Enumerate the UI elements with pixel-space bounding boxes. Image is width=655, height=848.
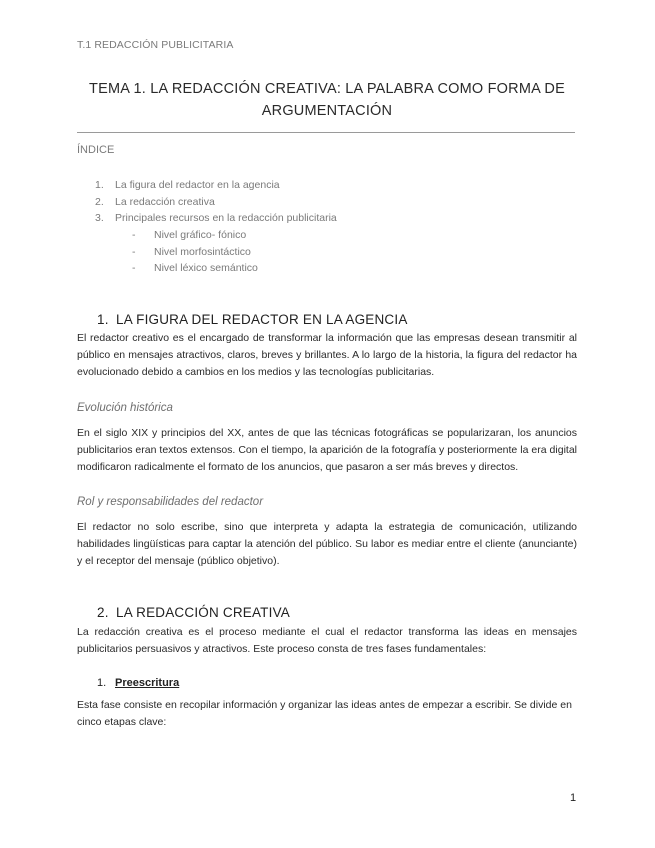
toc-subitem-label: Nivel gráfico- fónico <box>154 229 247 241</box>
phase-1-text: Esta fase consiste en recopilar información y organizar las ideas antes de empezar a escribir. Se divide en cinco etapas clave: <box>77 699 572 728</box>
table-of-contents <box>95 177 337 227</box>
section-2-title: LA REDACCIÓN CREATIVA <box>116 605 290 620</box>
section-1-heading <box>97 312 408 327</box>
toc-subitem-label: Nivel léxico semántico <box>154 262 258 274</box>
phase-1-number: 1. <box>97 677 107 689</box>
subsection-role-text: El redactor no solo escribe, sino que interpreta y adapta la estrategia de comunicación, utilizando habilidades lingüísticas para captar la atención del público. Su labor es mediar entre el cliente (anunciante) y el receptor del mensaje (público objetivo). <box>77 521 577 567</box>
title-divider <box>77 132 575 133</box>
toc-subitem-label: Nivel morfosintáctico <box>154 245 251 258</box>
section-2-heading <box>97 605 290 620</box>
document-title-line-1: TEMA 1. LA REDACCIÓN CREATIVA: LA PALABRA COMO FORMA DE <box>89 81 565 97</box>
page-number: 1 <box>570 792 577 804</box>
phase-1-title: Preescritura <box>115 677 180 689</box>
index-label: ÍNDICE <box>77 144 115 156</box>
document-title-line-2: ARGUMENTACIÓN <box>261 103 393 119</box>
toc-item-number: 3. <box>95 212 104 224</box>
section-2-intro: La redacción creativa es el proceso mediante el cual el redactor transforma las ideas en mensajes publicitarios persuasivos y atractivos. Este proceso consta de tres fases fundamentales: <box>77 626 577 655</box>
toc-subitem-dash: - <box>132 245 136 258</box>
subsection-evolution-text: En el siglo XIX y principios del XX, antes de que las técnicas fotográficas se popularizaran, los anuncios publicitarios eran textos extensos. Con el tiempo, la aparición de la fotografía y posteriormente la era digital modificaron radicalmente el formato de los anuncios, que pasaron a ser más breves y directos. <box>77 427 577 473</box>
section-1-number: 1. <box>97 312 109 327</box>
document-title <box>77 78 577 122</box>
toc-item <box>95 210 337 227</box>
toc-subitem <box>132 260 258 277</box>
subsection-role-heading: Rol y responsabilidades del redactor <box>77 496 264 508</box>
toc-item-number: 2. <box>95 195 104 208</box>
toc-subitem-dash: - <box>132 262 136 274</box>
toc-item-label: La figura del redactor en la agencia <box>115 179 280 191</box>
toc-item <box>95 177 337 194</box>
toc-item <box>95 194 337 211</box>
section-1-intro: El redactor creativo es el encargado de transformar la información que las empresas desean transmitir al público en mensajes atractivos, claros, breves y brillantes. A lo largo de la historia, la figura del redactor ha evolucionado debido a cambios en los medios y las tecnologías publicitarias. <box>77 332 577 378</box>
toc-item-label: Principales recursos en la redacción publicitaria <box>115 212 337 224</box>
toc-subitem-dash: - <box>132 229 136 241</box>
running-header: T.1 REDACCIÓN PUBLICITARIA <box>77 39 234 51</box>
toc-subitem <box>132 227 258 244</box>
section-1-title: LA FIGURA DEL REDACTOR EN LA AGENCIA <box>116 312 408 327</box>
subsection-evolution-heading: Evolución histórica <box>77 402 173 414</box>
toc-item-label: La redacción creativa <box>115 195 215 208</box>
phase-1-heading <box>97 677 179 689</box>
section-2-number: 2. <box>97 605 109 620</box>
toc-subitem <box>132 244 258 261</box>
table-of-contents-subitems <box>132 227 258 277</box>
toc-item-number: 1. <box>95 179 104 191</box>
